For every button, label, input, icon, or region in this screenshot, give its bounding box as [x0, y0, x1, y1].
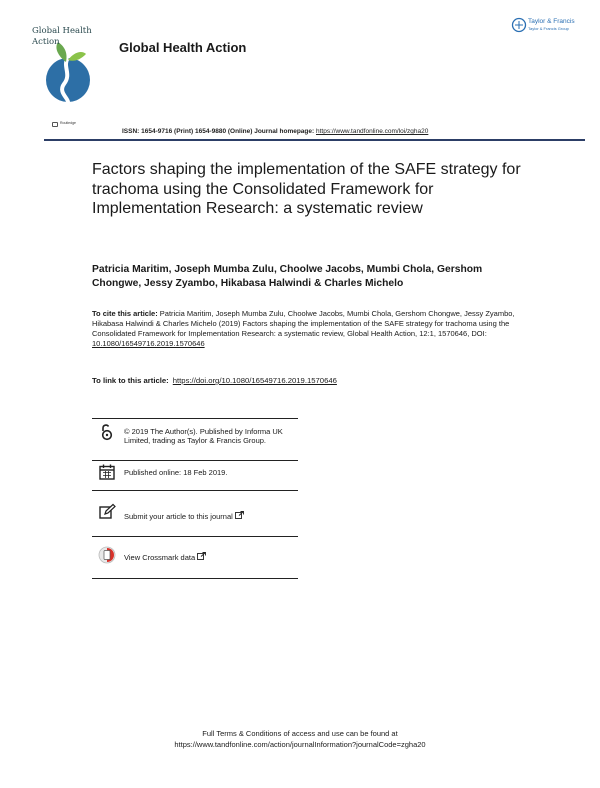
- divider: [92, 418, 298, 419]
- footer: [0, 728, 600, 750]
- article-link[interactable]: https://doi.org/10.1080/16549716.2019.1570646: [172, 376, 337, 385]
- external-link-icon: [235, 511, 244, 519]
- citation-label: To cite this article:: [92, 309, 158, 318]
- calendar-icon: [98, 463, 116, 481]
- citation-block: [92, 309, 532, 349]
- issn-text: ISSN: 1654-9716 (Print) 1654-9880 (Online) Journal homepage:: [122, 128, 316, 135]
- link-label: To link to this article:: [92, 376, 169, 385]
- submit-article-link[interactable]: [124, 511, 302, 521]
- divider: [92, 536, 298, 537]
- crossmark-icon: [98, 546, 116, 564]
- divider: [92, 490, 298, 491]
- open-access-icon: [98, 423, 116, 441]
- divider: [92, 578, 298, 579]
- submit-article-label: Submit your article to this journal: [124, 512, 233, 521]
- footer-terms-link[interactable]: https://www.tandfonline.com/action/journalInformation?journalCode=zgha20: [174, 740, 426, 749]
- article-authors: Patricia Maritim, Joseph Mumba Zulu, Choolwe Jacobs, Mumbi Chola, Gershom Chongwe, Jessy Zyambo, Hikabasa Halwindi & Charles Michelo: [92, 264, 483, 289]
- external-link-icon: [197, 552, 206, 560]
- crossmark-link[interactable]: [124, 552, 302, 562]
- header-divider: [44, 139, 585, 141]
- edit-icon: [98, 503, 116, 521]
- published-date: Published online: 18 Feb 2019.: [124, 468, 228, 477]
- journal-title[interactable]: Global Health Action: [119, 40, 247, 55]
- logo-text: Global Health Action: [32, 26, 92, 47]
- routledge-icon: [52, 122, 58, 127]
- article-title: Factors shaping the implementation of the SAFE strategy for trachoma using the Consolidated Framework for Implementation Research: a systematic review: [92, 161, 521, 217]
- imprint-logo: Routledge: [60, 121, 76, 125]
- issn-line: [122, 128, 428, 135]
- publisher-logo-text: Taylor & Francis Taylor & Francis Group: [528, 18, 575, 31]
- doi-link[interactable]: 10.1080/16549716.2019.1570646: [92, 339, 205, 348]
- citation-text: Patricia Maritim, Joseph Mumba Zulu, Choolwe Jacobs, Mumbi Chola, Gershom Chongwe, Jessy Zyambo, Hikabasa Halwindi & Charles Michelo (2019) Factors shaping the implementation of the SAFE strategy for trachoma using the Consolidated Framework for Implementation Research: a systematic review, Global Health Action, 12:1, 1570646, DOI:: [92, 309, 515, 338]
- divider: [92, 460, 298, 461]
- license-text: © 2019 The Author(s). Published by Informa UK Limited, trading as Taylor & Francis Group.: [124, 427, 283, 445]
- article-link-line: [92, 376, 337, 385]
- crossmark-label: View Crossmark data: [124, 553, 196, 562]
- journal-homepage-link[interactable]: https://www.tandfonline.com/loi/zgha20: [315, 128, 429, 135]
- footer-terms-text: Full Terms & Conditions of access and use can be found at: [202, 729, 398, 738]
